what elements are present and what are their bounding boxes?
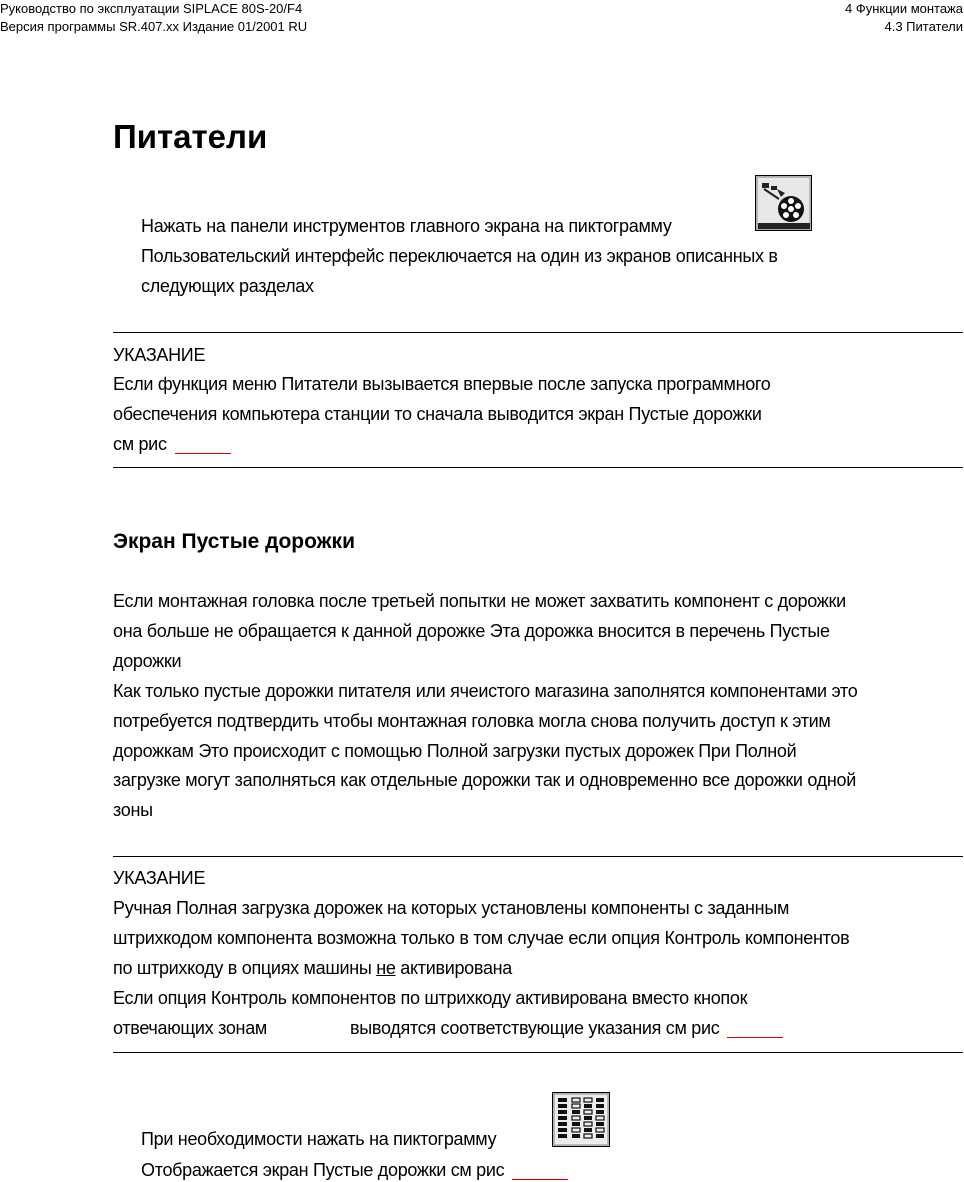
empty-tracks-grid-icon[interactable]	[552, 1092, 610, 1147]
note-2-line-3-before: по штрихкоду в опциях машины	[113, 958, 377, 978]
page-title: Питатели	[113, 118, 268, 155]
figure-reference-link[interactable]	[175, 453, 231, 454]
feeder-reel-icon[interactable]	[755, 175, 812, 231]
section-2-line-7: загрузке могут заполняться как отдельные дорожки так и одновременно все дорожки одной	[113, 770, 856, 790]
footer-step-line-2	[141, 1160, 568, 1180]
section-2-line-4: Как только пустые дорожки питателя или ячеистого магазина заполнятся компонентами это	[113, 681, 858, 701]
section-2-line-1: Если монтажная головка после третьей попытки не может захватить компонент с дорожки	[113, 591, 846, 611]
figure-reference-link[interactable]	[727, 1037, 783, 1038]
header-manual-title: Руководство по эксплуатации SIPLACE 80S-20/F4	[0, 1, 303, 16]
note-1-line-3	[113, 434, 231, 454]
note-1-heading: УКАЗАНИЕ	[113, 345, 206, 365]
note-1-bottom-rule	[113, 467, 963, 468]
figure-reference-link[interactable]	[512, 1179, 568, 1180]
section-title-empty-tracks: Экран Пустые дорожки	[113, 530, 355, 553]
note-2-line-5-text: выводятся соответствующие указания см рис	[350, 1018, 720, 1038]
header-version: Версия программы SR.407.xx Издание 01/2001 RU	[0, 19, 308, 34]
note-2-line-3	[113, 958, 512, 978]
note-2-top-rule	[113, 856, 963, 857]
note-2-bottom-rule	[113, 1052, 963, 1053]
footer-step-line-2-text: Отображается экран Пустые дорожки см рис	[141, 1160, 505, 1180]
section-2-line-6: дорожкам Это происходит с помощью Полной загрузки пустых дорожек При Полной	[113, 741, 797, 761]
note-2-line-3-after: активирована	[395, 958, 513, 978]
header-section: 4.3 Питатели	[884, 19, 963, 34]
note-2-line-5-part-2	[350, 1018, 783, 1038]
section-2-line-2: она больше не обращается к данной дорожке Эта дорожка вносится в перечень Пустые	[113, 621, 830, 641]
section-2-line-3: дорожки	[113, 651, 182, 671]
note-1-top-rule	[113, 332, 963, 333]
note-2-heading: УКАЗАНИЕ	[113, 868, 206, 888]
intro-line-1: Нажать на панели инструментов главного экрана на пиктограмму	[141, 216, 672, 236]
note-1-line-1: Если функция меню Питатели вызывается впервые после запуска программного	[113, 374, 771, 394]
note-2-line-4: Если опция Контроль компонентов по штрихкоду активирована вместо кнопок	[113, 988, 748, 1008]
note-1-line-3-text: см рис	[113, 434, 167, 454]
note-2-line-1: Ручная Полная загрузка дорожек на которых установлены компоненты с заданным	[113, 898, 790, 918]
note-2-line-2: штрихкодом компонента возможна только в том случае если опция Контроль компонентов	[113, 928, 850, 948]
footer-step-line-1: При необходимости нажать на пиктограмму	[141, 1129, 497, 1149]
note-2-line-5-part-1: отвечающих зонам	[113, 1018, 267, 1038]
intro-line-2: Пользовательский интерфейс переключается на один из экранов описанных в	[141, 246, 778, 266]
note-2-line-3-underlined: не	[376, 958, 396, 978]
note-1-line-2: обеспечения компьютера станции то сначала выводится экран Пустые дорожки	[113, 404, 762, 424]
intro-line-3: следующих разделах	[141, 276, 314, 296]
header-chapter: 4 Функции монтажа	[845, 1, 963, 16]
section-2-line-8: зоны	[113, 800, 153, 820]
section-2-line-5: потребуется подтвердить чтобы монтажная головка могла снова получить доступ к этим	[113, 711, 831, 731]
